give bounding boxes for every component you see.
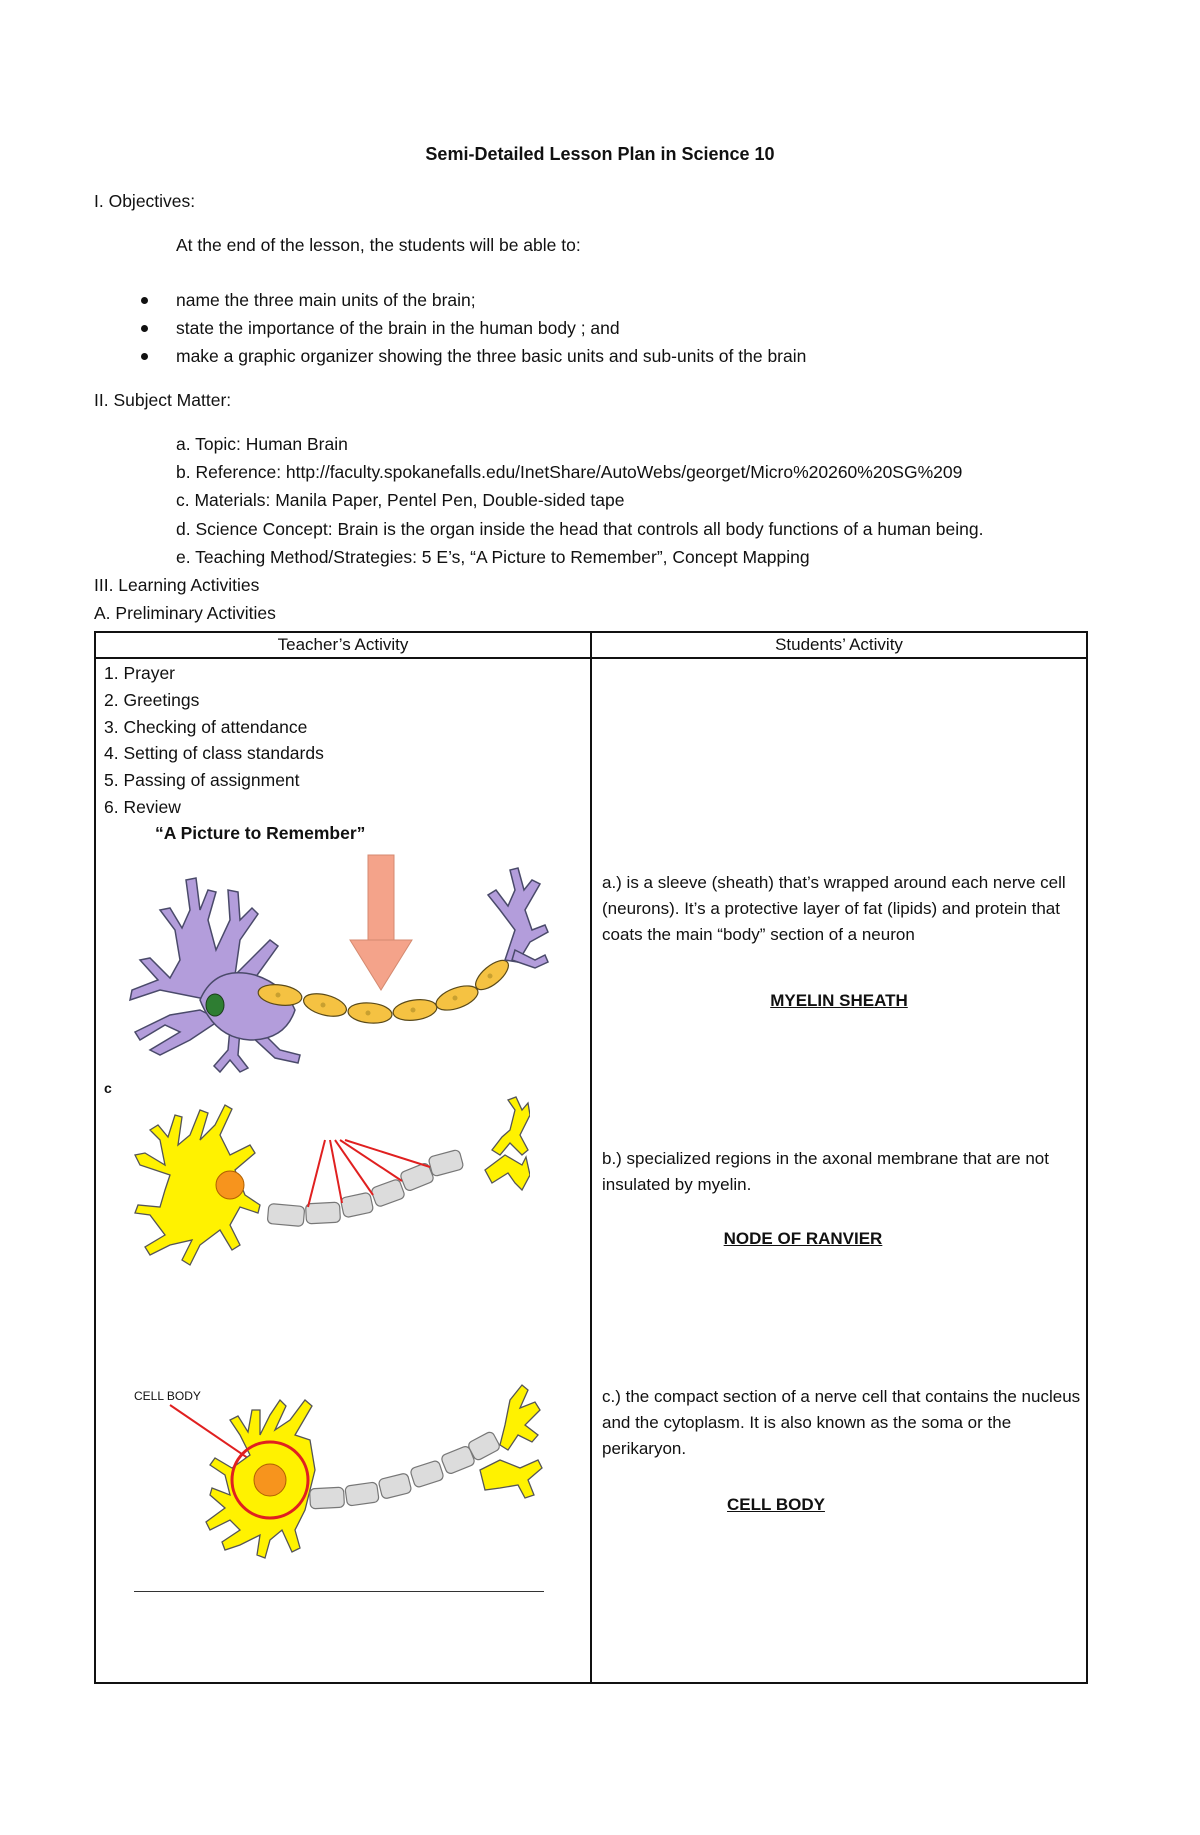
bullet-2 <box>141 325 148 332</box>
students-activity-header: Students’ Activity <box>775 635 903 654</box>
subject-topic: a. Topic: Human Brain <box>176 434 348 454</box>
subject-concept: d. Science Concept: Brain is the organ inside the head that controls all body functions of a human being. <box>176 519 984 539</box>
bullet-3 <box>141 353 148 360</box>
answer-b-term: NODE OF RANVIER <box>723 1229 883 1248</box>
objectives-heading: I. Objectives: <box>94 191 196 211</box>
answer-b-description: b.) specialized regions in the axonal membrane that are not insulated by myelin. <box>602 1149 1049 1194</box>
bullet-1 <box>141 297 148 304</box>
answer-a-term: MYELIN SHEATH <box>770 991 908 1010</box>
subject-matter-heading: II. Subject Matter: <box>94 390 232 410</box>
answer-c-term: CELL BODY <box>727 1495 825 1514</box>
neuron-diagram-ranvier <box>130 1095 530 1270</box>
teacher-item-standards: 4. Setting of class standards <box>104 743 324 763</box>
objectives-intro: At the end of the lesson, the students will be able to: <box>176 235 581 255</box>
learning-activities-heading: III. Learning Activities <box>94 575 260 595</box>
teacher-activity-header: Teacher’s Activity <box>277 635 409 654</box>
teacher-item-attendance: 3. Checking of attendance <box>104 717 308 737</box>
review-activity-title: “A Picture to Remember” <box>155 823 366 843</box>
neuron-diagram-cell-body <box>130 1380 550 1560</box>
subject-method: e. Teaching Method/Strategies: 5 E’s, “A Picture to Remember”, Concept Mapping <box>176 547 810 567</box>
teacher-item-prayer: 1. Prayer <box>104 663 175 683</box>
teacher-item-review: 6. Review <box>104 797 181 817</box>
teacher-item-assignment: 5. Passing of assignment <box>104 770 300 790</box>
table-column-divider <box>590 631 592 1684</box>
subject-reference: b. Reference: http://faculty.spokanefalls.edu/InetShare/AutoWebs/georget/Micro%20260%20SG%209 <box>176 462 963 482</box>
neuron-diagram-myelin <box>120 850 550 1075</box>
objective-item-3: make a graphic organizer showing the three basic units and sub-units of the brain <box>176 346 807 366</box>
objective-item-1: name the three main units of the brain; <box>176 290 476 310</box>
objective-item-2: state the importance of the brain in the human body ; and <box>176 318 620 338</box>
drawing-baseline <box>134 1591 544 1592</box>
stray-letter: c <box>104 1080 112 1096</box>
preliminary-activities-heading: A. Preliminary Activities <box>94 603 276 623</box>
answer-a-description: a.) is a sleeve (sheath) that’s wrapped around each nerve cell (neurons). It’s a protective layer of fat (lipids) and protein that coats the main “body” section of a neuron <box>602 873 1066 944</box>
answer-c-description: c.) the compact section of a nerve cell that contains the nucleus and the cytoplasm. It is also known as the soma or the perikaryon. <box>602 1387 1081 1458</box>
page-title: Semi-Detailed Lesson Plan in Science 10 <box>425 144 775 164</box>
subject-materials: c. Materials: Manila Paper, Pentel Pen, Double-sided tape <box>176 490 625 510</box>
teacher-item-greetings: 2. Greetings <box>104 690 200 710</box>
cell-body-label: CELL BODY <box>134 1389 201 1403</box>
